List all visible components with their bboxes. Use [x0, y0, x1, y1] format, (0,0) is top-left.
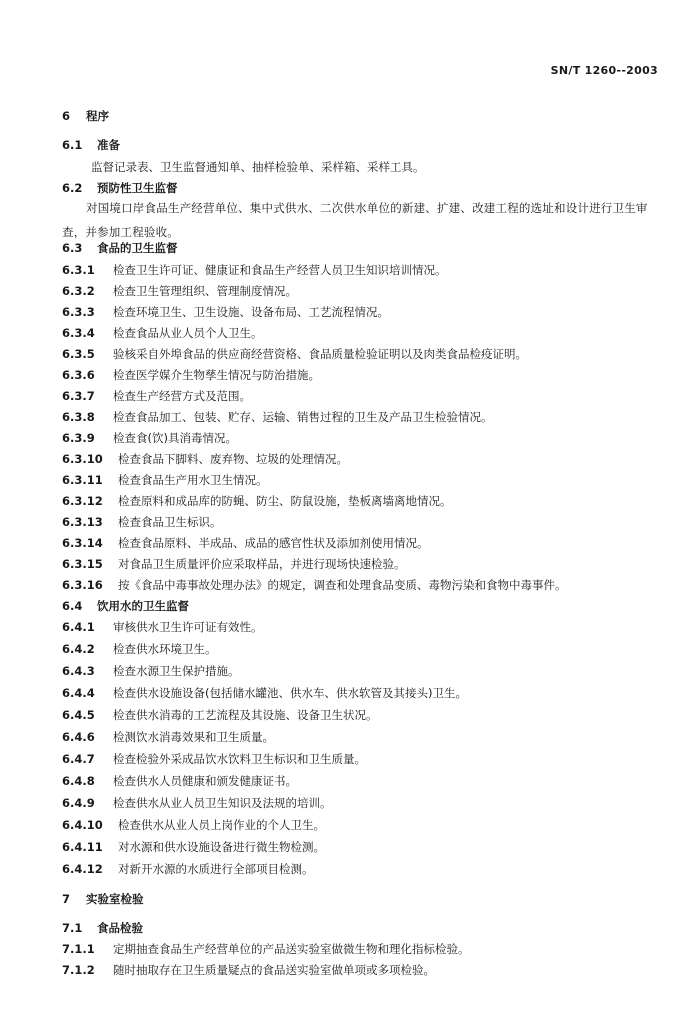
item-number: 6.3.4 — [62, 326, 95, 340]
item-text: 检查供水从业人员卫生知识及法规的培训。 — [113, 796, 332, 810]
item-number: 6.3.6 — [62, 368, 95, 382]
item-number: 6.4.2 — [62, 642, 95, 656]
item-text: 检查生产经营方式及范围。 — [113, 389, 251, 403]
item-number: 6.4.4 — [62, 686, 95, 700]
item-text: 检查卫生管理组织、管理制度情况。 — [113, 284, 297, 298]
item-number: 6.4.1 — [62, 620, 95, 634]
section-title: 准备 — [97, 138, 120, 152]
item-text: 验核采自外埠食品的供应商经营资格、食品质量检验证明以及肉类食品检疫证明。 — [113, 347, 527, 361]
item-number: 6.4.7 — [62, 752, 95, 766]
item-text: 检查供水从业人员上岗作业的个人卫生。 — [118, 818, 325, 832]
item-text: 检查供水环境卫生。 — [113, 642, 217, 656]
item-number: 6.4.5 — [62, 708, 95, 722]
section-number: 6.2 — [62, 181, 83, 195]
item-number: 6.3.15 — [62, 557, 103, 571]
item-number: 6.3.10 — [62, 452, 103, 466]
item-text: 检查检验外采成品饮水饮料卫生标识和卫生质量。 — [113, 752, 366, 766]
section-number: 6.4 — [62, 599, 83, 613]
item-number: 6.3.14 — [62, 536, 103, 550]
item-number: 6.3.12 — [62, 494, 103, 508]
item-number: 6.3.13 — [62, 515, 103, 529]
item-number: 6.3.5 — [62, 347, 95, 361]
section-number: 7.1 — [62, 921, 83, 935]
section-title: 实验室检验 — [86, 892, 144, 906]
item-text: 检查食品生产用水卫生情况。 — [118, 473, 268, 487]
standard-number: SN/T 1260--2003 — [550, 64, 658, 77]
item-text: 检查供水消毒的工艺流程及其设施、设备卫生状况。 — [113, 708, 378, 722]
item-text: 检查食品从业人员个人卫生。 — [113, 326, 263, 340]
item-text: 对水源和供水设施设备进行微生物检测。 — [118, 840, 325, 854]
section-title: 食品检验 — [97, 921, 143, 935]
item-text: 检查环境卫生、卫生设施、设备布局、工艺流程情况。 — [113, 305, 389, 319]
section-number: 6.1 — [62, 138, 83, 152]
item-text: 检查食品原料、半成品、成品的感官性状及添加剂使用情况。 — [118, 536, 429, 550]
item-text: 对新开水源的水质进行全部项目检测。 — [118, 862, 314, 876]
section-title: 程序 — [86, 109, 109, 123]
item-text: 检测饮水消毒效果和卫生质量。 — [113, 730, 274, 744]
item-number: 6.3.11 — [62, 473, 103, 487]
item-text: 检查食(饮)具消毒情况。 — [113, 431, 237, 445]
item-number: 6.4.9 — [62, 796, 95, 810]
item-text: 定期抽查食品生产经营单位的产品送实验室做微生物和理化指标检验。 — [113, 942, 470, 956]
item-text: 检查原料和成品库的防蝇、防尘、防鼠设施，垫板离墙离地情况。 — [118, 494, 452, 508]
item-number: 7.1.2 — [62, 963, 95, 977]
item-number: 6.4.3 — [62, 664, 95, 678]
item-number: 6.3.8 — [62, 410, 95, 424]
item-number: 6.3.7 — [62, 389, 95, 403]
section-title: 食品的卫生监督 — [97, 241, 178, 255]
item-number: 6.4.12 — [62, 862, 103, 876]
item-number: 6.3.9 — [62, 431, 95, 445]
item-number: 6.4.11 — [62, 840, 103, 854]
paragraph-text: 监督记录表、卫生监督通知单、抽样检验单、采样箱、采样工具。 — [91, 160, 425, 174]
section-number: 6 — [62, 109, 71, 123]
section-number: 6.3 — [62, 241, 83, 255]
section-title: 饮用水的卫生监督 — [97, 599, 189, 613]
item-number: 6.4.6 — [62, 730, 95, 744]
item-number: 7.1.1 — [62, 942, 95, 956]
item-number: 6.3.3 — [62, 305, 95, 319]
item-text: 随时抽取存在卫生质量疑点的食品送实验室做单项或多项检验。 — [113, 963, 435, 977]
section-6-2-paragraph: 对国境口岸食品生产经营单位、集中式供水、二次供水单位的新建、扩建、改建工程的选址和设计进行卫生审查，并参加工程验收。 — [62, 201, 648, 239]
item-text: 检查供水设施设备(包括储水罐池、供水车、供水软管及其接头)卫生。 — [113, 686, 467, 700]
item-text: 检查食品下脚料、废弃物、垃圾的处理情况。 — [118, 452, 348, 466]
section-title: 预防性卫生监督 — [97, 181, 178, 195]
section-number: 7 — [62, 892, 71, 906]
item-text: 检查食品加工、包装、贮存、运输、销售过程的卫生及产品卫生检验情况。 — [113, 410, 493, 424]
item-number: 6.3.1 — [62, 263, 95, 277]
item-number: 6.4.8 — [62, 774, 95, 788]
item-text: 检查供水人员健康和颁发健康证书。 — [113, 774, 297, 788]
item-text: 按《食品中毒事故处理办法》的规定，调查和处理食品变质、毒物污染和食物中毒事件。 — [118, 578, 567, 592]
item-text: 审核供水卫生许可证有效性。 — [113, 620, 263, 634]
item-number: 6.3.2 — [62, 284, 95, 298]
item-text: 检查医学媒介生物孳生情况与防治措施。 — [113, 368, 320, 382]
item-number: 6.4.10 — [62, 818, 103, 832]
item-text: 对食品卫生质量评价应采取样品，并进行现场快速检验。 — [118, 557, 406, 571]
item-text: 检查水源卫生保护措施。 — [113, 664, 240, 678]
item-text: 检查食品卫生标识。 — [118, 515, 222, 529]
item-text: 检查卫生许可证、健康证和食品生产经营人员卫生知识培训情况。 — [113, 263, 447, 277]
item-number: 6.3.16 — [62, 578, 103, 592]
